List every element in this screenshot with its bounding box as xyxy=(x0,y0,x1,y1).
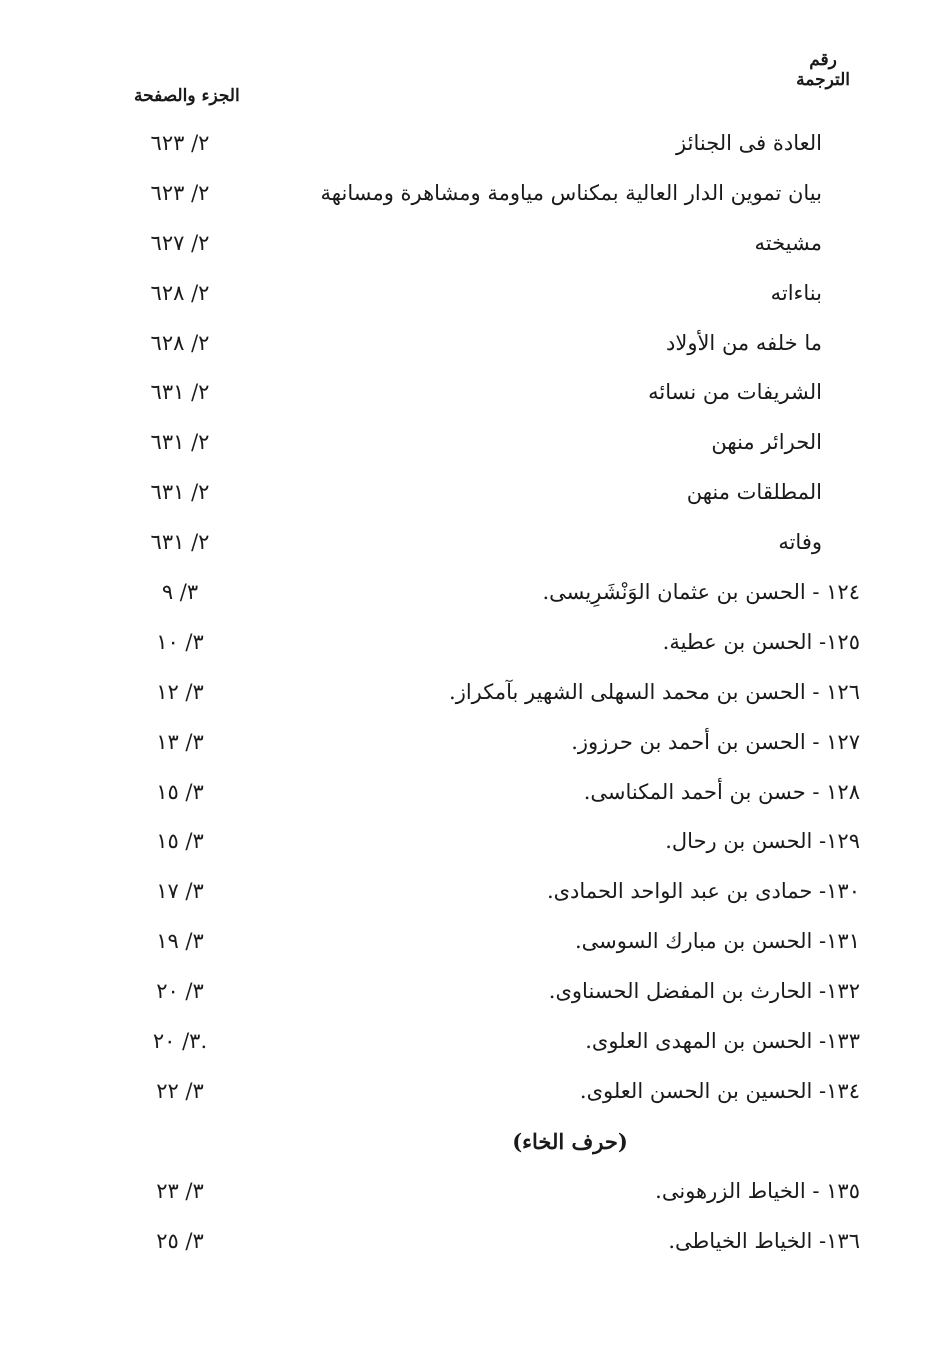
volume-page-ref: ٢/ ٦٢٣ xyxy=(150,131,210,155)
subtopic-title: العادة فى الجنائز xyxy=(676,131,822,155)
volume-page-ref: ٢/ ٦٣١ xyxy=(150,430,210,455)
entry-title: ١٢٧ - الحسن بن أحمد بن حرزوز. xyxy=(571,729,860,754)
entry-number-header-line1: رقم xyxy=(809,50,837,70)
volume-page-ref: ٣/ ١٩ xyxy=(156,929,204,954)
subtopic-title: الشريفات من نسائه xyxy=(648,380,822,405)
entry-title: ١٢٥- الحسن بن عطية. xyxy=(662,629,860,654)
volume-page-ref: ٣/ ٢٣ xyxy=(156,1178,204,1203)
volume-page-ref: ٣/ ٢٠. xyxy=(152,1029,208,1054)
index-row xyxy=(0,720,938,770)
volume-page-ref: ٢/ ٦٣١ xyxy=(150,530,210,555)
entry-title: ١٢٩- الحسن بن رحال. xyxy=(665,829,860,854)
index-row xyxy=(0,670,938,720)
entry-title: ١٣٤- الحسين بن الحسن العلوى. xyxy=(579,1078,860,1103)
entry-title: ١٣٣- الحسن بن المهدى العلوى. xyxy=(585,1029,860,1054)
entry-number-header xyxy=(796,50,850,90)
index-row xyxy=(0,819,938,869)
volume-page-ref: ٣/ ٢٥ xyxy=(156,1228,204,1253)
index-list xyxy=(0,121,938,1268)
index-row xyxy=(0,570,938,620)
volume-page-ref: ٣/ ١٧ xyxy=(156,879,204,904)
subtopic-title: ما خلفه من الأولاد xyxy=(665,330,822,355)
volume-page-ref: ٢/ ٦٢٨ xyxy=(150,330,210,355)
index-row xyxy=(0,121,938,171)
volume-page-ref: ٢/ ٦٢٣ xyxy=(150,180,210,205)
subtopic-title: وفاته xyxy=(778,530,822,555)
entry-title: ١٣١- الحسن بن مبارك السوسى. xyxy=(574,929,860,954)
entry-title: ١٣٥ - الخياط الزرهونى. xyxy=(655,1178,860,1203)
subtopic-title: بناءاته xyxy=(770,280,822,305)
entry-title: ١٢٨ - حسن بن أحمد المكناسى. xyxy=(583,779,860,804)
volume-page-ref: ٢/ ٦٣١ xyxy=(150,480,210,505)
index-row xyxy=(0,420,938,470)
volume-page-ref: ٢/ ٦٢٧ xyxy=(150,230,210,255)
volume-page-ref: ٣/ ١٥ xyxy=(156,779,204,804)
index-row xyxy=(0,370,938,420)
index-row xyxy=(0,321,938,371)
volume-page-header: الجزء والصفحة xyxy=(134,86,240,106)
section-heading: (حرف الخاء) xyxy=(512,1128,628,1154)
index-row xyxy=(0,869,938,919)
index-row xyxy=(0,470,938,520)
subtopic-title: الحرائر منهن xyxy=(711,430,822,455)
subtopic-title: بيان تموين الدار العالية بمكناس مياومة ومشاهرة ومسانهة xyxy=(320,180,822,205)
volume-page-ref: ٢/ ٦٣١ xyxy=(150,380,210,405)
volume-page-ref: ٢/ ٦٢٨ xyxy=(150,280,210,305)
index-row xyxy=(0,1169,938,1219)
entry-title: ١٢٤ - الحسن بن عثمان الوَنْشَرِيسى. xyxy=(542,580,860,605)
subtopic-title: المطلقات منهن xyxy=(686,480,822,505)
index-row xyxy=(0,770,938,820)
volume-page-ref: ٣/ ٢٠ xyxy=(156,979,204,1004)
entry-title: ١٣٦- الخياط الخياطى. xyxy=(668,1228,860,1253)
volume-page-ref: ٣/ ٩ xyxy=(161,580,199,605)
index-row xyxy=(0,1219,938,1269)
entry-title: ١٣٢- الحارث بن المفضل الحسناوى. xyxy=(548,979,860,1004)
index-row xyxy=(0,221,938,271)
entry-title: ١٣٠- حمادى بن عبد الواحد الحمادى. xyxy=(546,879,860,904)
volume-page-ref: ٣/ ١٣ xyxy=(156,729,204,754)
index-row xyxy=(0,1019,938,1069)
volume-page-ref: ٣/ ١٥ xyxy=(156,829,204,854)
index-row xyxy=(0,620,938,670)
index-row xyxy=(0,271,938,321)
subtopic-title: مشيخته xyxy=(754,230,822,255)
section-heading-row xyxy=(0,1119,938,1169)
index-row xyxy=(0,520,938,570)
index-row xyxy=(0,969,938,1019)
volume-page-ref: ٣/ ٢٢ xyxy=(156,1078,204,1103)
index-row xyxy=(0,919,938,969)
volume-page-ref: ٣/ ١٠ xyxy=(156,629,204,654)
index-row xyxy=(0,171,938,221)
entry-number-header-line2: الترجمة xyxy=(796,70,850,90)
index-row xyxy=(0,1069,938,1119)
volume-page-ref: ٣/ ١٢ xyxy=(156,679,204,704)
entry-title: ١٢٦ - الحسن بن محمد السهلى الشهير بآمكراز. xyxy=(449,679,860,704)
